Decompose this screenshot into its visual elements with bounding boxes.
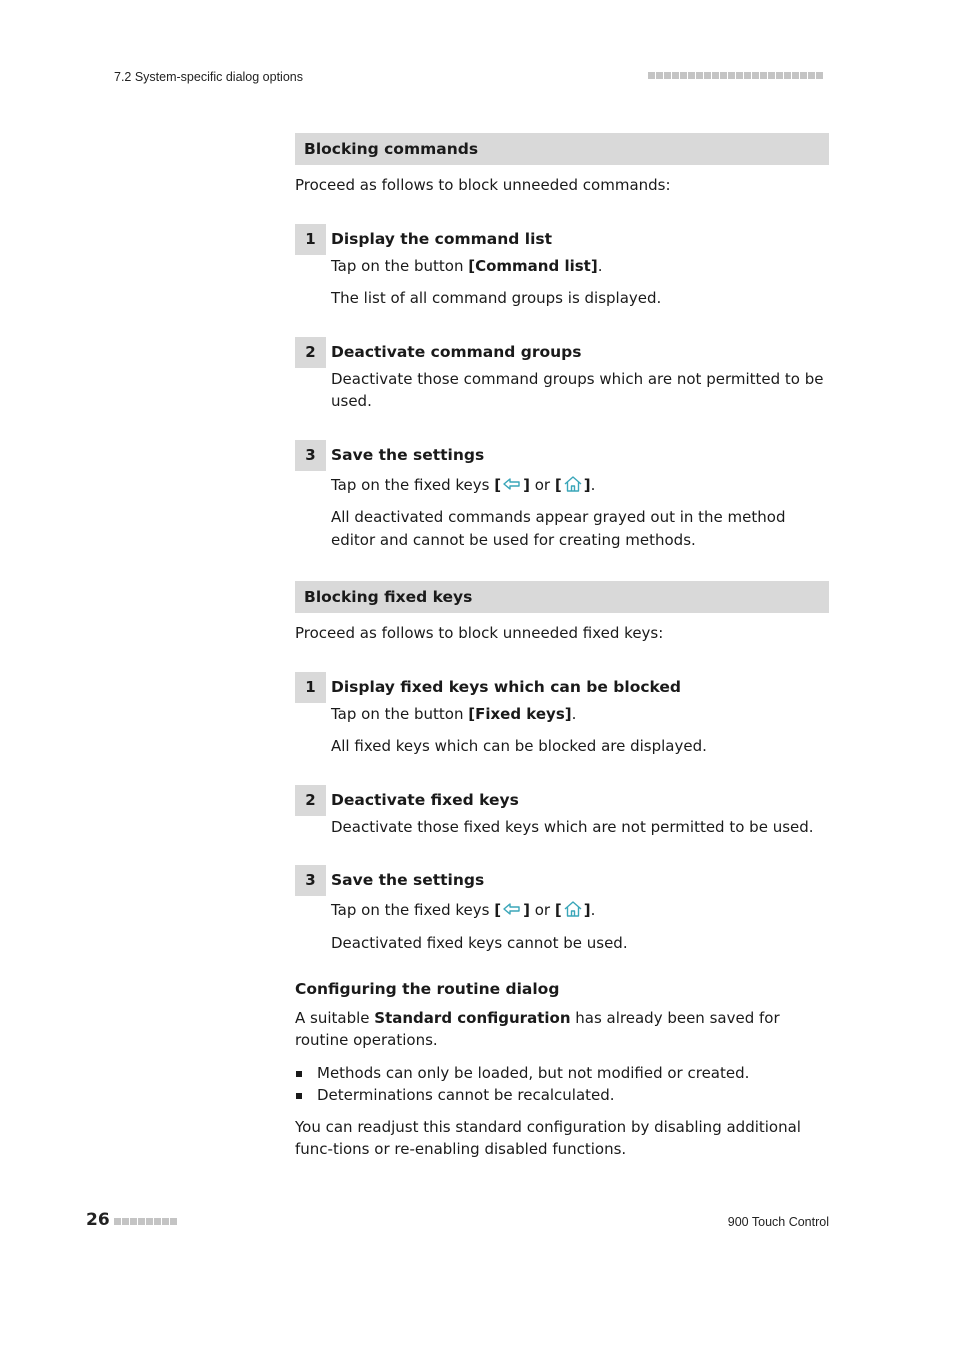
step-instruction: Tap on the button [Fixed keys]. — [331, 704, 577, 723]
step-number: 3 — [295, 865, 326, 896]
routine-paragraph: A suitable Standard configuration has already been saved for routine operations. — [295, 1008, 780, 1049]
step-title: Save the settings — [331, 871, 485, 889]
product-name: 900 Touch Control — [727, 1215, 829, 1229]
section-intro: Proceed as follows to block unneeded fixed keys: — [295, 624, 664, 642]
step-title: Display fixed keys which can be blocked — [331, 677, 682, 696]
list-item: Determinations cannot be recalculated. — [295, 1084, 829, 1107]
bullet-list — [295, 1062, 829, 1107]
button-reference: [Fixed keys] — [468, 704, 572, 723]
step-2 — [295, 785, 829, 839]
section-heading-blocking-fixed-keys: Blocking fixed keys — [295, 581, 829, 613]
step-number: 2 — [295, 337, 326, 368]
routine-paragraph-2: You can readjust this standard configuration by disabling additional func-tions or re-enabling disabled functions. — [295, 1117, 801, 1158]
step-title: Deactivate command groups — [331, 342, 582, 361]
step-instruction: Deactivate those fixed keys which are not permitted to be used. — [331, 817, 814, 836]
step-3 — [295, 865, 829, 954]
back-arrow-icon — [502, 900, 522, 918]
step-instruction: Deactivate those command groups which are not permitted to be used. — [331, 369, 824, 410]
step-instruction: Tap on the fixed keys [ ] or [ ]. — [331, 901, 596, 919]
running-header: 7.2 System-specific dialog options — [114, 70, 303, 84]
step-3 — [295, 440, 829, 552]
step-1 — [295, 224, 829, 310]
step-2 — [295, 337, 829, 413]
back-arrow-icon — [502, 475, 522, 493]
step-result: Deactivated fixed keys cannot be used. — [331, 933, 628, 952]
step-title: Save the settings — [331, 445, 485, 464]
step-result: All fixed keys which can be blocked are displayed. — [331, 737, 707, 755]
subsection-heading-routine-dialog: Configuring the routine dialog — [295, 980, 560, 998]
button-reference: [Command list] — [468, 256, 598, 275]
step-title: Deactivate fixed keys — [331, 790, 519, 809]
step-result: The list of all command groups is displayed. — [331, 289, 662, 307]
footer-decoration — [114, 1218, 177, 1225]
header-decoration — [648, 72, 823, 79]
step-result: All deactivated commands appear grayed out in the method editor and cannot be used for creating methods. — [331, 508, 786, 549]
emphasis-term: Standard configuration — [374, 1008, 571, 1027]
step-number: 1 — [295, 672, 326, 703]
section-heading-blocking-commands: Blocking commands — [295, 133, 829, 165]
step-title: Display the command list — [331, 229, 553, 248]
list-item: Methods can only be loaded, but not modified or created. — [295, 1062, 829, 1085]
home-icon — [563, 900, 583, 918]
main-content — [295, 133, 829, 1161]
step-number: 3 — [295, 440, 326, 471]
step-1 — [295, 672, 829, 758]
step-instruction: Tap on the button [Command list]. — [331, 256, 603, 275]
step-number: 1 — [295, 224, 326, 255]
step-instruction: Tap on the fixed keys [ ] or [ ]. — [331, 475, 596, 494]
step-number: 2 — [295, 785, 326, 816]
page-number: 26 — [86, 1210, 110, 1230]
home-icon — [563, 475, 583, 493]
section-intro: Proceed as follows to block unneeded commands: — [295, 176, 671, 194]
